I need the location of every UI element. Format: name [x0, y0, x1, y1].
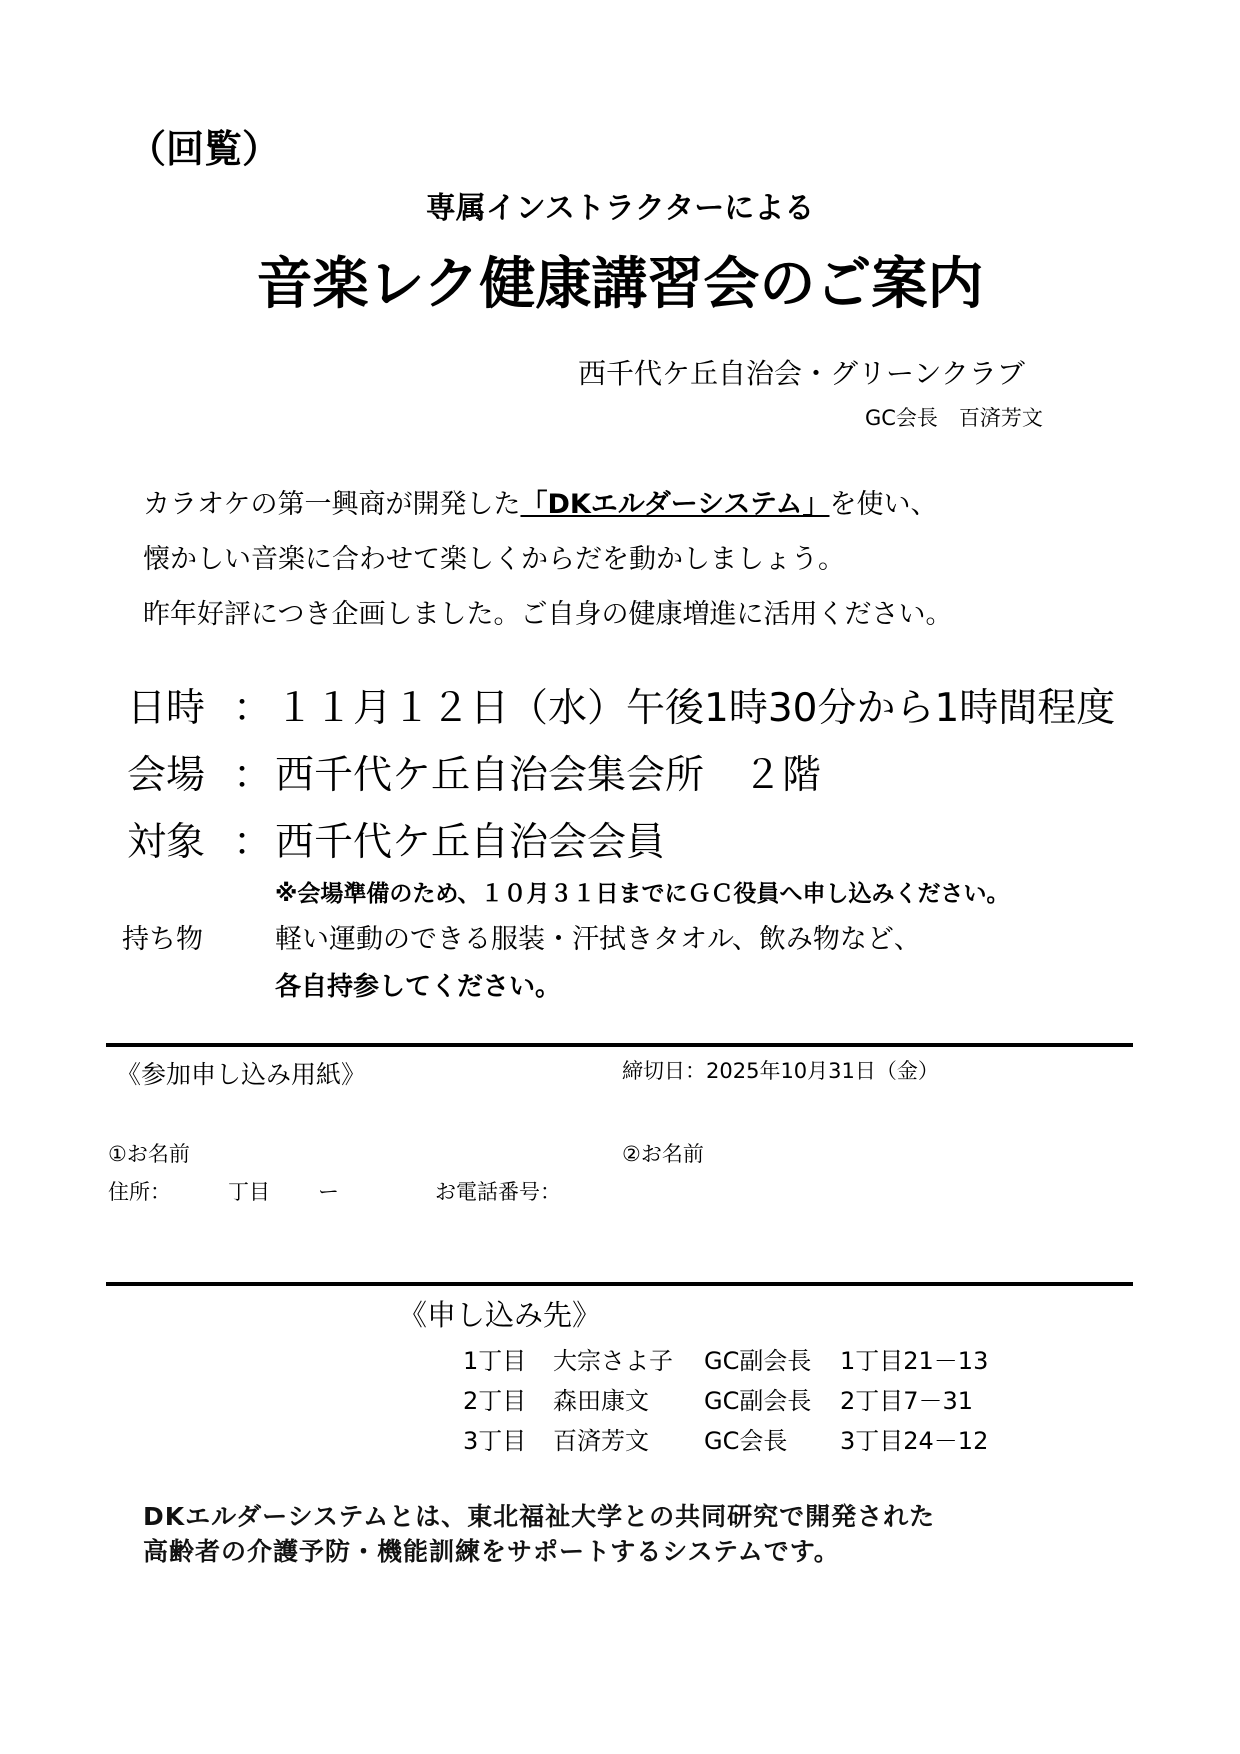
contacts-title: 《申し込み先》 [398, 1298, 602, 1332]
date-value: １１月１２日（水）午後1時30分から1時間程度 [275, 686, 1116, 731]
contact-role: GC会長 [704, 1427, 788, 1455]
address-dash: ー [318, 1180, 339, 1204]
contact-name: 百済芳文 [553, 1427, 649, 1455]
intro-line-2: 懐かしい音楽に合わせて楽しくからだを動かしましょう。 [143, 544, 845, 575]
name-field-2[interactable]: ②お名前 [622, 1142, 704, 1166]
venue-colon: ： [233, 753, 273, 798]
bring-label: 持ち物 [122, 924, 203, 955]
address-field[interactable]: 住所： [108, 1180, 171, 1204]
name-field-1[interactable]: ①お名前 [108, 1142, 190, 1166]
contact-area: 2丁目 [463, 1387, 527, 1415]
date-label: 日時 [127, 686, 206, 731]
contact-address: 3丁目24－12 [840, 1427, 989, 1455]
form-top-divider [106, 1043, 1133, 1047]
form-title: 《参加申し込み用紙》 [116, 1060, 367, 1089]
intro-line-3: 昨年好評につき企画しました。ご自身の健康増進に活用ください。 [143, 599, 953, 630]
date-colon: ： [233, 686, 273, 731]
circulation-label: （回覧） [128, 127, 281, 171]
contact-role: GC副会長 [704, 1347, 812, 1375]
organizer-name: 西千代ケ丘自治会・グリーンクラブ [578, 357, 1025, 390]
bring-line-1: 軽い運動のできる服装・汗拭きタオル、飲み物など、 [275, 924, 921, 955]
bring-line-2: 各自持参してください。 [275, 972, 562, 1002]
intro-line-1 [143, 482, 937, 521]
page-title: 音楽レク健康講習会のご案内 [256, 252, 984, 317]
target-label: 対象 [127, 820, 206, 865]
system-description-line-2: 高齢者の介護予防・機能訓練をサポートするシステムです。 [143, 1537, 840, 1566]
venue-value: 西千代ケ丘自治会集会所 ２階 [275, 753, 822, 798]
contact-name: 大宗さよ子 [553, 1347, 673, 1375]
registration-note: ※会場準備のため、１０月３１日までにＧＣ役員へ申し込みください。 [275, 881, 1010, 907]
intro-line-1-after: を使い、 [829, 489, 938, 520]
venue-label: 会場 [127, 753, 206, 798]
intro-line-1-before: カラオケの第一興商が開発した [143, 489, 521, 520]
target-value: 西千代ケ丘自治会会員 [275, 820, 666, 865]
target-colon: ： [233, 820, 273, 865]
contact-address: 2丁目7－31 [840, 1387, 974, 1415]
form-bottom-divider [106, 1282, 1133, 1286]
contact-area: 1丁目 [463, 1347, 527, 1375]
contact-name: 森田康文 [553, 1387, 649, 1415]
phone-field[interactable]: お電話番号： [435, 1180, 561, 1204]
contact-address: 1丁目21－13 [840, 1347, 989, 1375]
page-subtitle: 専属インストラクターによる [425, 191, 815, 226]
system-description-line-1: DKエルダーシステムとは、東北福祉大学との共同研究で開発された [143, 1502, 936, 1531]
contact-role: GC副会長 [704, 1387, 812, 1415]
organizer-person: GC会長 百済芳文 [865, 406, 1043, 430]
system-name: 「DKエルダーシステム」 [520, 489, 830, 520]
contact-area: 3丁目 [463, 1427, 527, 1455]
address-chome-label: 丁目 [228, 1180, 270, 1204]
form-deadline: 締切日：2025年10月31日（金） [622, 1059, 939, 1083]
